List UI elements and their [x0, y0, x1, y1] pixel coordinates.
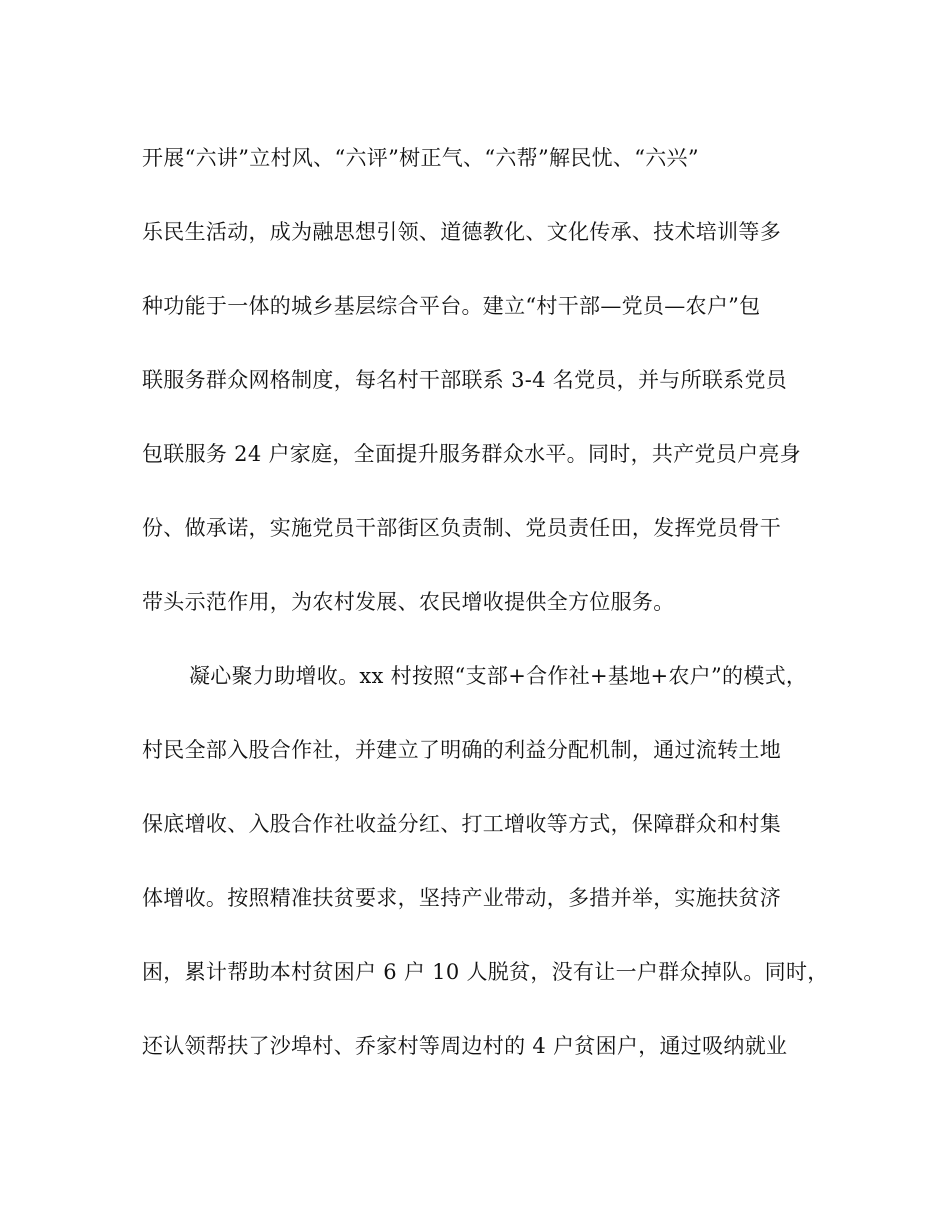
paragraph-line: 包联服务 24 户家庭，全面提升服务群众水平。同时，共产党员户亮身 — [142, 442, 801, 466]
paragraph-first-line: 凝心聚力助增收。xx 村按照“支部+合作社+基地+农户”的模式， — [189, 664, 808, 688]
paragraph-line: 开展“六讲”立村风、“六评”树正气、“六帮”解民忧、“六兴” — [142, 146, 699, 170]
paragraph-line: 份、做承诺，实施党员干部街区负责制、党员责任田，发挥党员骨干 — [142, 516, 781, 540]
paragraph-line: 乐民生活动，成为融思想引领、道德教化、文化传承、技术培训等多 — [142, 220, 781, 244]
paragraph-line: 还认领帮扶了沙埠村、乔家村等周边村的 4 户贫困户，通过吸纳就业 — [142, 1034, 788, 1058]
paragraph-line: 村民全部入股合作社，并建立了明确的利益分配机制，通过流转土地 — [142, 738, 781, 762]
paragraph-line: 体增收。按照精准扶贫要求，坚持产业带动，多措并举，实施扶贫济 — [142, 886, 781, 910]
paragraph-line: 困，累计帮助本村贫困户 6 户 10 人脱贫，没有让一户群众掉队。同时， — [142, 960, 829, 984]
paragraph-line: 带头示范作用，为农村发展、农民增收提供全方位服务。 — [142, 590, 675, 614]
paragraph-line: 种功能于一体的城乡基层综合平台。建立“村干部—党员—农户”包 — [142, 294, 761, 318]
paragraph-line: 保底增收、入股合作社收益分红、打工增收等方式，保障群众和村集 — [142, 812, 781, 836]
paragraph-line: 联服务群众网格制度，每名村干部联系 3-4 名党员，并与所联系党员 — [142, 368, 788, 392]
